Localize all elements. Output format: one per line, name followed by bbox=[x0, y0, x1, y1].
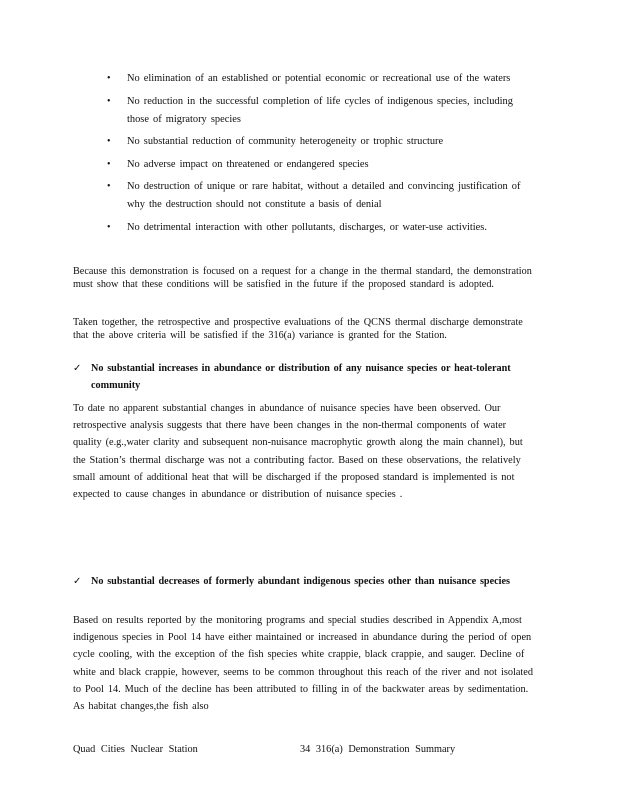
footer-page-title: 34 316(a) Demonstration Summary bbox=[300, 744, 456, 755]
list-item bbox=[107, 178, 532, 214]
list-item-text: No detrimental interaction with other pollutants, discharges, or water-use activities. bbox=[127, 221, 487, 233]
list-item-text: No substantial reduction of community heterogeneity or trophic structure bbox=[127, 136, 444, 148]
heading-nuisance-species bbox=[73, 360, 533, 394]
list-item-text: No reduction in the successful completion of life cycles of indigenous species, including those of migratory species bbox=[127, 95, 513, 125]
list-item-text: No elimination of an established or potential economic or recreational use of the waters bbox=[127, 73, 511, 84]
checkmark-icon: ✓ bbox=[73, 576, 82, 587]
bullet-icon: • bbox=[107, 95, 111, 107]
paragraph-based-on: Based on results reported by the monitoring programs and special studies described in Appendix A,most indigenous species in Pool 14 have either maintained or increased in abundance during the period of open cycle cooling, with the exception of the fish species white crappie, black crappie, and sauger. Decline of white and black crappie, however, seems to be common throughout this reach of the river and not isolated to Pool 14. Much of the decline has been attributed to filling in of the backwater areas by sedimentation. As habitat changes,the fish also bbox=[73, 615, 534, 713]
bullet-icon: • bbox=[107, 181, 111, 193]
paragraph-to-date: To date no apparent substantial changes in abundance of nuisance species have been observed. Our retrospective analysis suggests that there have been changes in the non-thermal components of water quality (e.g.,water clarity and subsequent non-nuisance macrophytic growth along the main channel), but the Station’s thermal discharge was not a contributing factor. Based on these observations, the relatively small amount of additional heat that will be discharged if the proposed standard is implemented is not expected to cause changes in abundance or distribution of nuisance species . bbox=[73, 403, 523, 501]
heading-indigenous-species bbox=[73, 573, 533, 590]
bullet-icon: • bbox=[107, 136, 111, 148]
list-item bbox=[107, 219, 532, 237]
heading-text: No substantial decreases of formerly abundant indigenous species other than nuisance species bbox=[91, 576, 510, 587]
list-item bbox=[107, 93, 532, 129]
heading-text: No substantial increases in abundance or distribution of any nuisance species or heat-tolerant community bbox=[91, 363, 511, 391]
paragraph-taken-together: Taken together, the retrospective and prospective evaluations of the QCNS thermal discharge demonstrate that the above criteria will be satisfied if the 316(a) variance is granted for the Station. bbox=[73, 317, 523, 342]
footer-station-name: Quad Cities Nuclear Station bbox=[73, 744, 198, 755]
list-item-text: No destruction of unique or rare habitat, without a detailed and convincing justification of why the destruction should not constitute a basis of denial bbox=[127, 181, 521, 211]
paragraph-because: Because this demonstration is focused on a request for a change in the thermal standard, the demonstration must show that these conditions will be satisfied in the future if the proposed standard is adopted. bbox=[73, 266, 532, 291]
criteria-list bbox=[107, 70, 532, 242]
checkmark-icon: ✓ bbox=[73, 363, 82, 374]
list-item-text: No adverse impact on threatened or endangered species bbox=[127, 158, 369, 170]
list-item bbox=[107, 70, 532, 88]
bullet-icon: • bbox=[107, 158, 111, 170]
list-item bbox=[107, 133, 532, 151]
bullet-icon: • bbox=[107, 221, 111, 233]
bullet-icon: • bbox=[107, 73, 111, 84]
list-item bbox=[107, 156, 532, 174]
